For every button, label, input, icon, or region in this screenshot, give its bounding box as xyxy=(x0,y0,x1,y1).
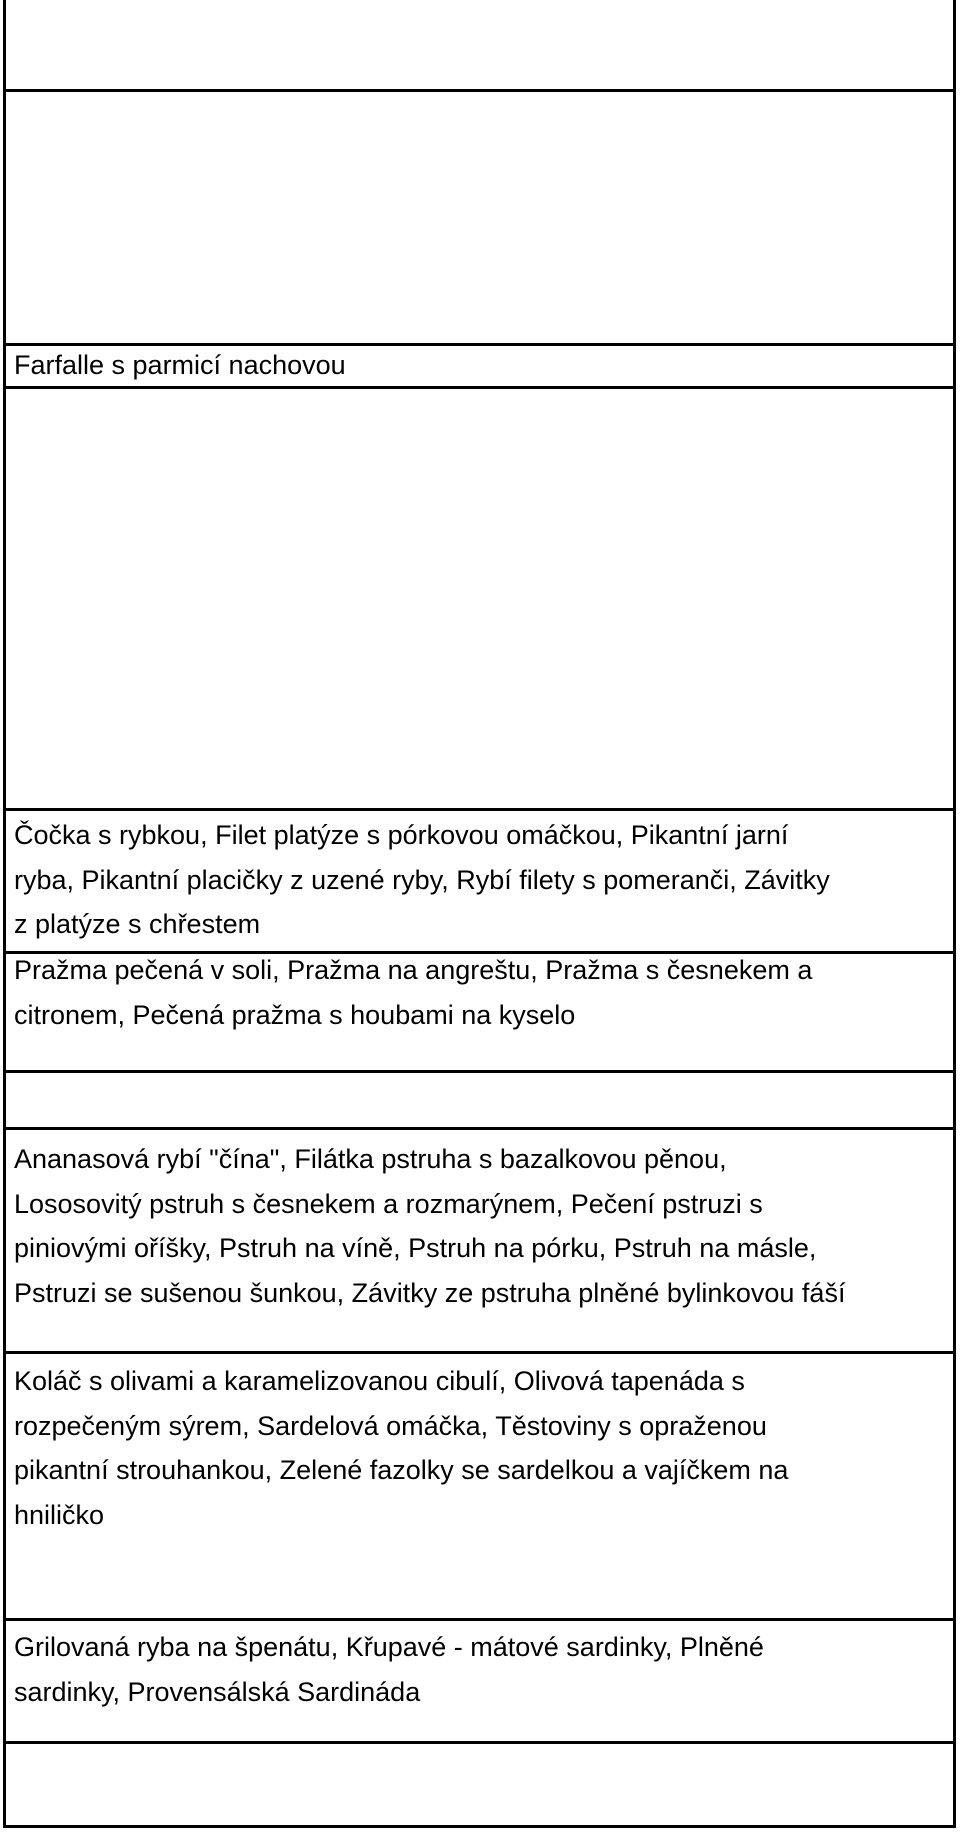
table-cell: Koláč s olivami a karamelizovanou cibulí, Olivová tapenáda s rozpečeným sýrem, Sardelová omáčka, Těstoviny s opraženou pikantní strouhankou, Zelené fazolky se sardelkou a vajíčkem na hniličko xyxy=(14,1366,789,1530)
table-cell: Pražma pečená v soli, Pražma na angreštu, Pražma s česnekem a citronem, Pečená pražma s houbami na kyselo xyxy=(14,955,813,1030)
table-row xyxy=(6,1618,953,1744)
table-cell: Ananasová rybí "čína", Filátka pstruha s bazalkovou pěnou, Lososovitý pstruh s česnekem a rozmarýnem, Pečení pstruzi s piniovými oříšky, Pstruh na víně, Pstruh na pórku, Pstruh na másle, Pstruzi se sušenou šunkou, Závitky ze pstruha plněné bylinkovou fáší xyxy=(14,1144,846,1308)
table-cell: Farfalle s parmicí nachovou xyxy=(14,350,346,380)
table-row xyxy=(6,1741,953,1825)
table-row xyxy=(6,808,953,954)
table-row xyxy=(6,0,953,92)
table-row xyxy=(6,386,953,811)
table-row xyxy=(6,1351,953,1621)
table-row xyxy=(6,343,953,389)
table-row xyxy=(6,1127,953,1354)
table-row xyxy=(6,1070,953,1130)
recipe-table xyxy=(3,0,956,1828)
table-cell: Grilovaná ryba na špenátu, Křupavé - mátové sardinky, Plněné sardinky, Provensálská Sardináda xyxy=(14,1632,764,1707)
table-cell: Čočka s rybkou, Filet platýze s pórkovou omáčkou, Pikantní jarní ryba, Pikantní placičky z uzené ryby, Rybí filety s pomeranči, Závitky z platýze s chřestem xyxy=(14,820,830,939)
table-row xyxy=(6,89,953,346)
table-row xyxy=(6,951,953,1073)
